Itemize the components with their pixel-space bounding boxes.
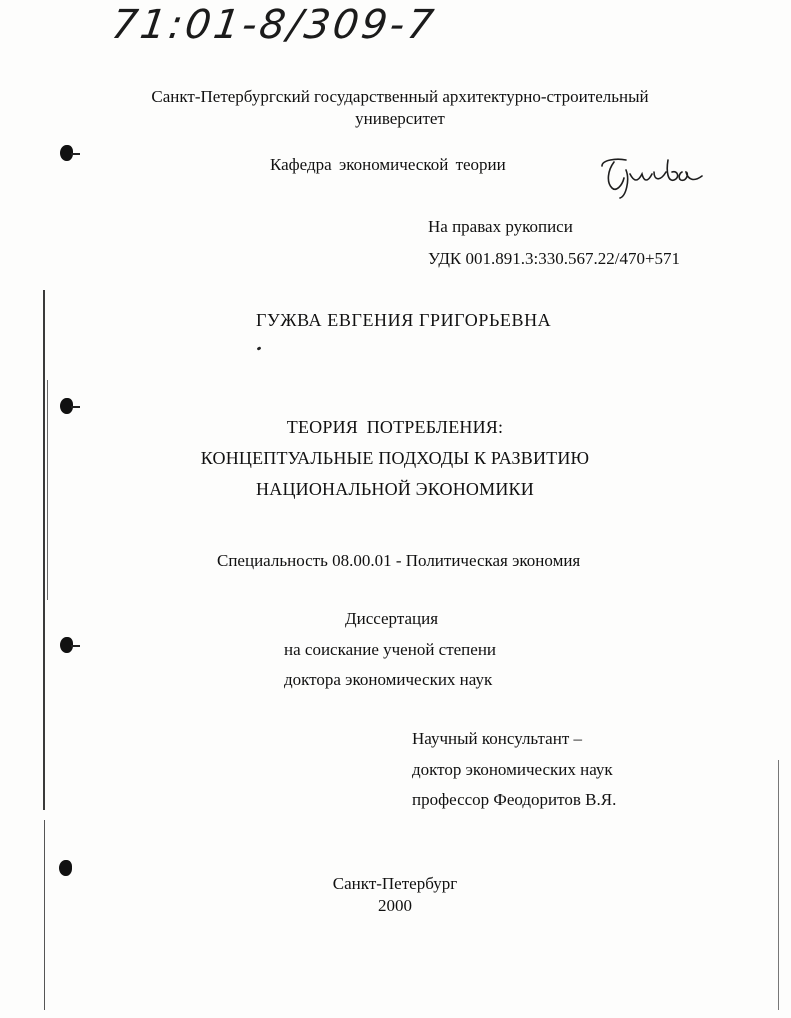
title-line-2: КОНЦЕПТУАЛЬНЫЕ ПОДХОДЫ К РАЗВИТИЮ [200,448,590,468]
institution-line-2: университет [355,109,445,128]
specialty-line: Специальность 08.00.01 - Политическая экономия [217,551,581,570]
institution-line-1: Санкт-Петербургский государственный архитектурно-строительный [151,87,649,106]
dissertation-title [150,412,640,505]
binding-hole-tick [71,406,80,408]
binding-edge-line-secondary [47,380,48,600]
manuscript-rights: На правах рукописи [428,217,573,236]
footer-year: 2000 [378,896,412,915]
consultant-label: Научный консультант – [412,729,582,748]
right-edge-line [778,760,779,1010]
archive-code: 71:01-8/309-7 [108,2,440,48]
udc-code: УДК 001.891.3:330.567.22/470+571 [428,249,681,268]
footer-city: Санкт-Петербург [332,874,458,893]
author-signature [596,152,708,200]
binding-hole-tick [71,645,80,647]
department-name: Кафедра экономической теории [270,155,506,174]
binding-hole-tick [71,153,80,155]
ink-speck [257,346,262,351]
binding-hole-mark [59,860,72,876]
author-name: ГУЖВА ЕВГЕНИЯ ГРИГОРЬЕВНА [256,310,552,330]
title-line-3: НАЦИОНАЛЬНОЙ ЭКОНОМИКИ [256,479,534,499]
binding-edge-line-lower [44,820,45,1010]
title-line-1: ТЕОРИЯ ПОТРЕБЛЕНИЯ: [286,417,504,437]
degree-purpose: на соискание ученой степени [284,640,497,659]
footer-place-year [280,873,510,917]
consultant-name: профессор Феодоритов В.Я. [412,790,617,809]
binding-edge-line [43,290,45,810]
dissertation-label: Диссертация [345,609,439,628]
institution-header [120,86,680,130]
degree-name: доктора экономических наук [284,670,493,689]
consultant-degree: доктор экономических наук [412,760,613,779]
